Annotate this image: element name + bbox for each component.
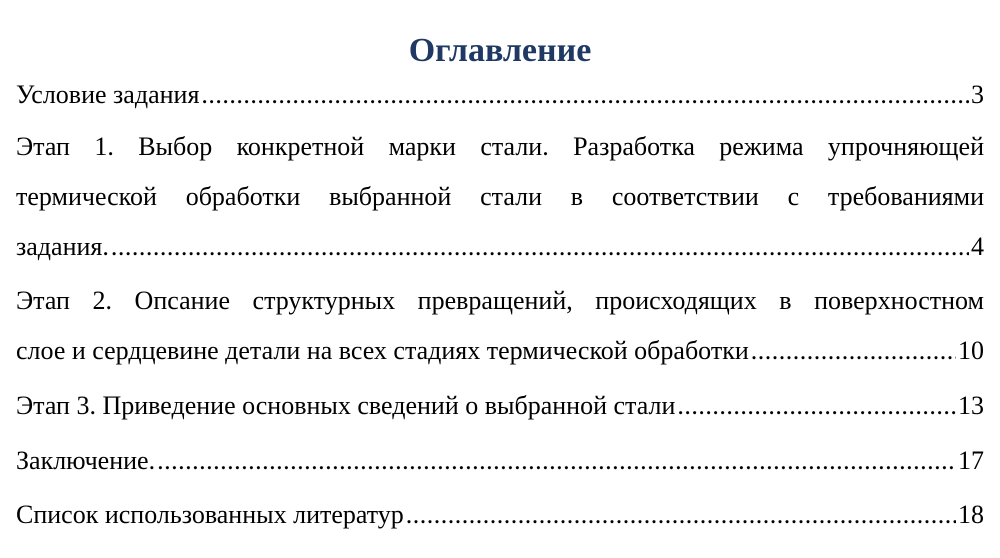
toc-entry-stage3[interactable] — [16, 381, 984, 431]
toc-leader-dots — [111, 222, 969, 272]
toc-entry-text: Список использованных литератур — [16, 500, 404, 529]
toc-page-number: 10 — [958, 336, 984, 365]
toc-leader-dots — [751, 326, 956, 376]
toc-entry-text: Заключение. — [16, 446, 156, 475]
toc-leader-dots — [406, 490, 956, 540]
toc-leader-dots — [157, 436, 956, 486]
toc-entry-text: Этап 2. Опсание структурных превращений, происходящих в поверхностном — [16, 286, 984, 315]
toc-entry-references[interactable] — [16, 490, 984, 540]
toc-entry-text: Этап 1. Выбор конкретной марки стали. Разработка режима упрочняющей — [16, 132, 984, 161]
toc-entry-stage2-line1[interactable] — [16, 276, 984, 326]
toc-entry-text: Этап 3. Приведение основных сведений о выбранной стали — [16, 391, 676, 420]
toc-entry-stage1-line3[interactable] — [16, 222, 984, 272]
toc-entry-stage2-line2[interactable] — [16, 326, 984, 376]
toc-page-number: 18 — [958, 500, 984, 529]
toc-entry-stage1-line1[interactable] — [16, 122, 984, 172]
toc-entry-text: термической обработки выбранной стали в соответствии с требованиями — [16, 182, 984, 211]
toc-page-number: 3 — [971, 80, 984, 109]
toc-title: Оглавление — [408, 32, 592, 69]
toc-page-number: 17 — [958, 446, 984, 475]
toc-entry-text: слое и сердцевине детали на всех стадиях термической обработки — [16, 336, 749, 365]
toc-entry-text: Условие задания — [16, 80, 200, 109]
toc-page-number: 13 — [958, 391, 984, 420]
toc-leader-dots — [201, 70, 969, 120]
toc-entry-conditions[interactable] — [16, 70, 984, 120]
toc-entry-stage1-line2[interactable] — [16, 172, 984, 222]
toc-entry-text: задания. — [16, 232, 109, 261]
toc-entry-conclusion[interactable] — [16, 436, 984, 486]
toc-page-number: 4 — [971, 232, 984, 261]
toc-leader-dots — [677, 381, 956, 431]
